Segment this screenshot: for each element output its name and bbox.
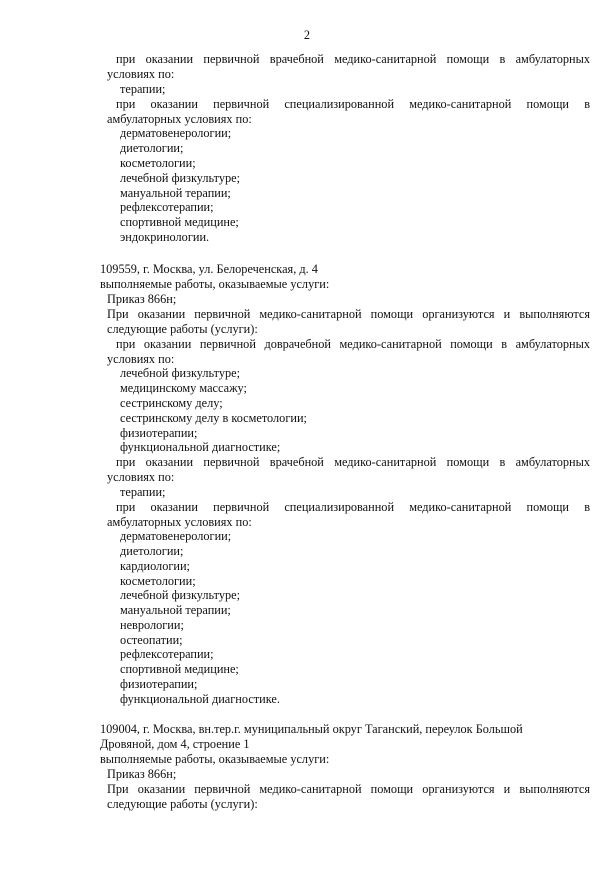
list-item: косметологии; xyxy=(120,156,196,170)
list-item: спортивной медицине; xyxy=(120,215,239,229)
prevrach-care-heading-line2: условиях по: xyxy=(107,352,175,366)
address: 109559, г. Москва, ул. Белореченская, д. 4 xyxy=(100,262,318,276)
list-item: спортивной медицине; xyxy=(120,662,239,676)
list-item: мануальной терапии; xyxy=(120,603,231,617)
works-label: выполняемые работы, оказываемые услуги: xyxy=(100,752,330,766)
list-item: неврологии; xyxy=(120,618,184,632)
list-item: диетологии; xyxy=(120,544,184,558)
specialized-care-heading-line1: при оказании первичной специализированной медико-санитарной помощи в xyxy=(116,500,590,514)
list-item: физиотерапии; xyxy=(120,426,198,440)
list-item: рефлексотерапии; xyxy=(120,200,214,214)
list-item: остеопатии; xyxy=(120,633,183,647)
list-item: лечебной физкультуре; xyxy=(120,588,241,602)
list-item: терапии; xyxy=(120,82,166,96)
list-item: медицинскому массажу; xyxy=(120,381,247,395)
intro-line1: При оказании первичной медико-санитарной помощи организуются и выполняются xyxy=(107,782,590,796)
list-item: кардиологии; xyxy=(120,559,190,573)
intro-line2: следующие работы (услуги): xyxy=(107,322,258,336)
list-item: сестринскому делу; xyxy=(120,396,223,410)
ambulatory-care-heading-line2: условиях по: xyxy=(107,470,175,484)
list-item: функциональной диагностике; xyxy=(120,440,281,454)
list-item: мануальной терапии; xyxy=(120,186,231,200)
list-item: лечебной физкультуре; xyxy=(120,171,241,185)
ambulatory-care-heading-line2: условиях по: xyxy=(107,67,175,81)
intro-line1: При оказании первичной медико-санитарной помощи организуются и выполняются xyxy=(107,307,590,321)
list-item: эндокринологии. xyxy=(120,230,210,244)
address-line2: Дровяной, дом 4, строение 1 xyxy=(100,737,250,751)
list-item: дерматовенерологии; xyxy=(120,529,232,543)
list-item: функциональной диагностике. xyxy=(120,692,280,706)
page-number: 2 xyxy=(303,28,311,42)
list-item: рефлексотерапии; xyxy=(120,647,214,661)
list-item: физиотерапии; xyxy=(120,677,198,691)
ambulatory-care-heading-line1: при оказании первичной врачебной медико-санитарной помощи в амбулаторных xyxy=(116,455,590,469)
list-item: диетологии; xyxy=(120,141,184,155)
order-reference: Приказ 866н; xyxy=(107,767,177,781)
list-item: косметологии; xyxy=(120,574,196,588)
list-item: терапии; xyxy=(120,485,166,499)
specialized-care-heading-line1: при оказании первичной специализированной медико-санитарной помощи в xyxy=(116,97,590,111)
works-label: выполняемые работы, оказываемые услуги: xyxy=(100,277,330,291)
list-item: дерматовенерологии; xyxy=(120,126,232,140)
prevrach-care-heading-line1: при оказании первичной доврачебной медико-санитарной помощи в амбулаторных xyxy=(116,337,590,351)
list-item: сестринскому делу в косметологии; xyxy=(120,411,307,425)
specialized-care-heading-line2: амбулаторных условиях по: xyxy=(107,112,252,126)
ambulatory-care-heading-line1: при оказании первичной врачебной медико-санитарной помощи в амбулаторных xyxy=(116,52,590,66)
intro-line2: следующие работы (услуги): xyxy=(107,797,258,811)
address-line1: 109004, г. Москва, вн.тер.г. муниципальный округ Таганский, переулок Большой xyxy=(100,722,523,736)
specialized-care-heading-line2: амбулаторных условиях по: xyxy=(107,515,252,529)
list-item: лечебной физкультуре; xyxy=(120,366,241,380)
order-reference: Приказ 866н; xyxy=(107,292,177,306)
